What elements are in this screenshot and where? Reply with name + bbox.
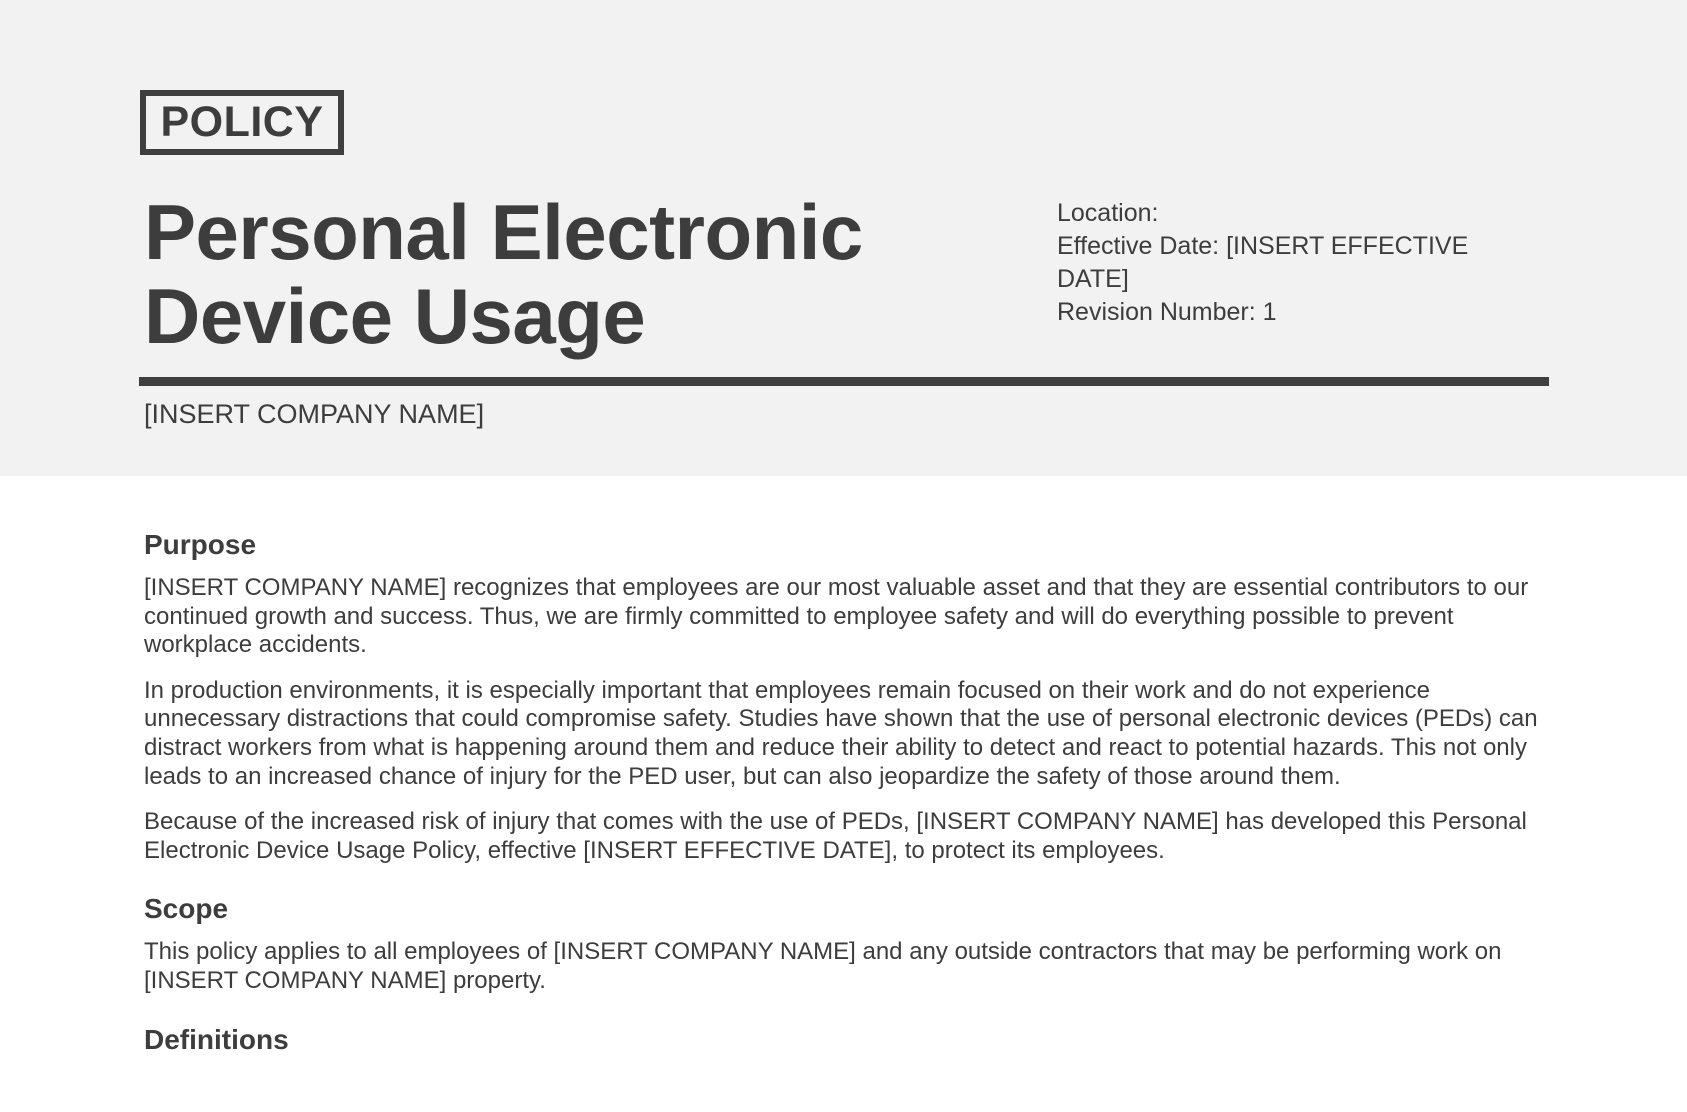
purpose-heading: Purpose [144, 529, 257, 560]
document-body [144, 525, 1544, 1060]
document-meta [1057, 197, 1497, 329]
revision-number: Revision Number: 1 [1057, 298, 1277, 326]
title-divider [139, 377, 1549, 386]
policy-badge: POLICY [140, 90, 344, 155]
company-name: [INSERT COMPANY NAME] [144, 399, 485, 429]
title-line-1: Personal Electronic [144, 188, 863, 276]
purpose-paragraph-3: Because of the increased risk of injury that comes with the use of PEDs, [INSERT COMPANY NAME] has developed this Personal Electronic Device Usage Policy, effective [INSERT EFFECTIVE DATE], to protect its employees. [144, 808, 1527, 864]
scope-paragraph-1: This policy applies to all employees of [INSERT COMPANY NAME] and any outside contractors that may be performing work on [INSERT COMPANY NAME] property. [144, 938, 1502, 994]
location-label: Location: [1057, 199, 1159, 227]
definitions-heading: Definitions [144, 1023, 289, 1055]
effective-date-line-1: Effective Date: [INSERT EFFECTIVE [1057, 232, 1469, 260]
scope-heading: Scope [144, 893, 229, 925]
effective-date-line-2: DATE] [1057, 265, 1129, 293]
document-title [144, 190, 944, 358]
purpose-paragraph-2: In production environments, it is especially important that employees remain focused on their work and do not experience unnecessary distractions that could compromise safety. Studies have shown that the use of personal electronic devices (PEDs) can distract workers from what is happening around them and reduce their ability to detect and react to potential hazards. This not only leads to an increased chance of injury for the PED user, but can also jeopardize the safety of those around them. [144, 676, 1538, 790]
title-line-2: Device Usage [144, 272, 646, 360]
purpose-paragraph-1: [INSERT COMPANY NAME] recognizes that employees are our most valuable asset and that they are essential contributors to our continued growth and success. Thus, we are firmly committed to employee safety and will do everything possible to prevent workplace accidents. [144, 574, 1529, 659]
